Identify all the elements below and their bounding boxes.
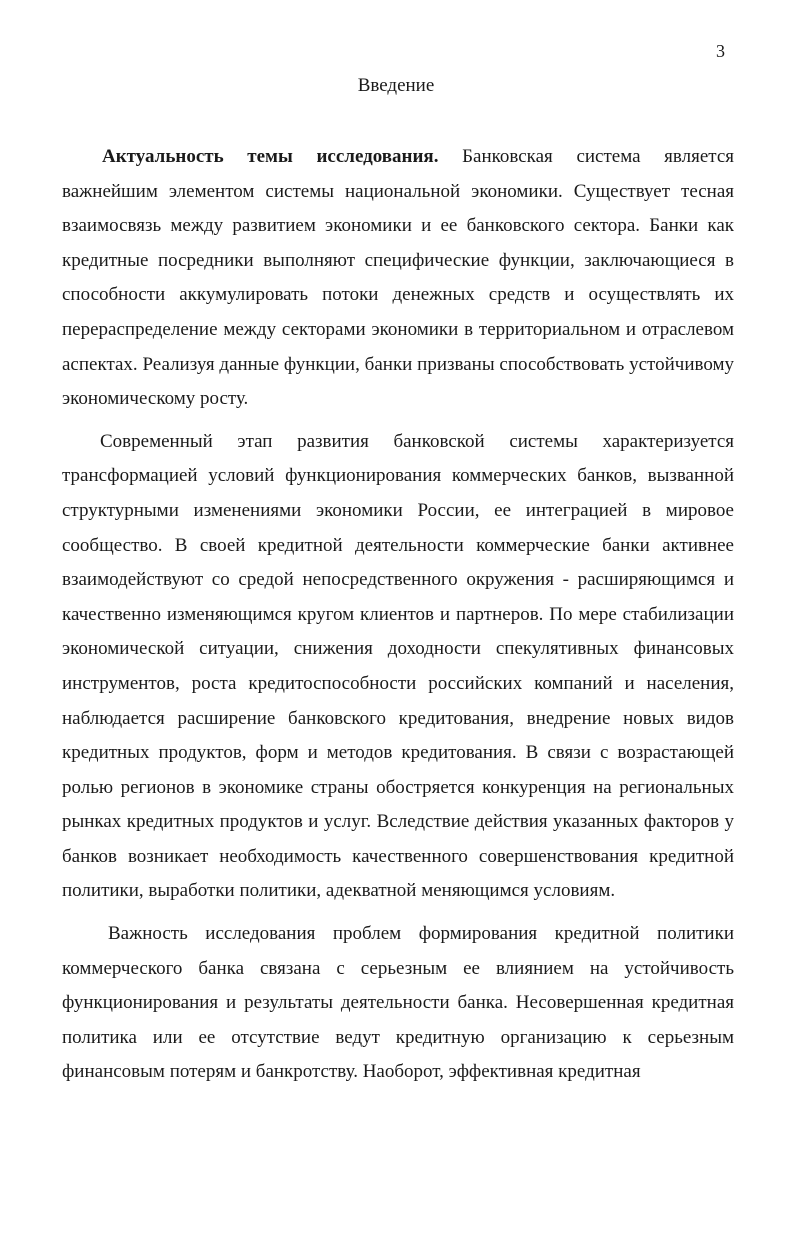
paragraph-importance (62, 917, 734, 1090)
paragraph-text: Современный этап развития банковской системы характеризуется трансформацией условий функционирования коммерческих банков, вызванной структурными изменениями экономики России, ее интеграцией в мировое сообщество. В своей кредитной деятельности коммерческие банки активнее взаимодействуют со средой непосредственного окружения - расширяющимся и качественно изменяющимся кругом клиентов и партнеров. По мере стабилизации экономической ситуации, снижения доходности спекулятивных финансовых инструментов, роста кредитоспособности российских компаний и населения, наблюдается расширение банковского кредитования, внедрение новых видов кредитных продуктов, форм и методов кредитования. В связи с возрастающей ролью регионов в экономике страны обостряется конкуренция на региональных рынках кредитных продуктов и услуг. Вследствие действия указанных факторов у банков возникает необходимость качественного совершенствования кредитной политики, выработки политики, адекватной меняющимся условиям. (62, 430, 734, 902)
paragraph-lead: Актуальность темы исследования. (102, 146, 439, 167)
paragraph-relevance (62, 140, 734, 417)
page-number: 3 (716, 41, 725, 61)
document-body (62, 140, 734, 1090)
paragraph-text: Банковская система является важнейшим элементом системы национальной экономики. Существует тесная взаимосвязь между развитием экономики и ее банковского сектора. Банки как кредитные посредники выполняют специфические функции, заключающиеся в способности аккумулировать потоки денежных средств и осуществлять их перераспределение между секторами экономики в территориальном и отраслевом аспектах. Реализуя данные функции, банки призваны способствовать устойчивому экономическому росту. (62, 146, 735, 410)
page-title: Введение (357, 75, 435, 96)
paragraph-current-stage (62, 425, 734, 909)
paragraph-text: Важность исследования проблем формирования кредитной политики коммерческого банка связана с серьезным ее влиянием на устойчивость функционирования и результаты деятельности банка. Несовершенная кредитная политика или ее отсутствие ведут кредитную организацию к серьезным финансовым потерям и банкротству. Наоборот, эффективная кредитная (62, 923, 734, 1083)
